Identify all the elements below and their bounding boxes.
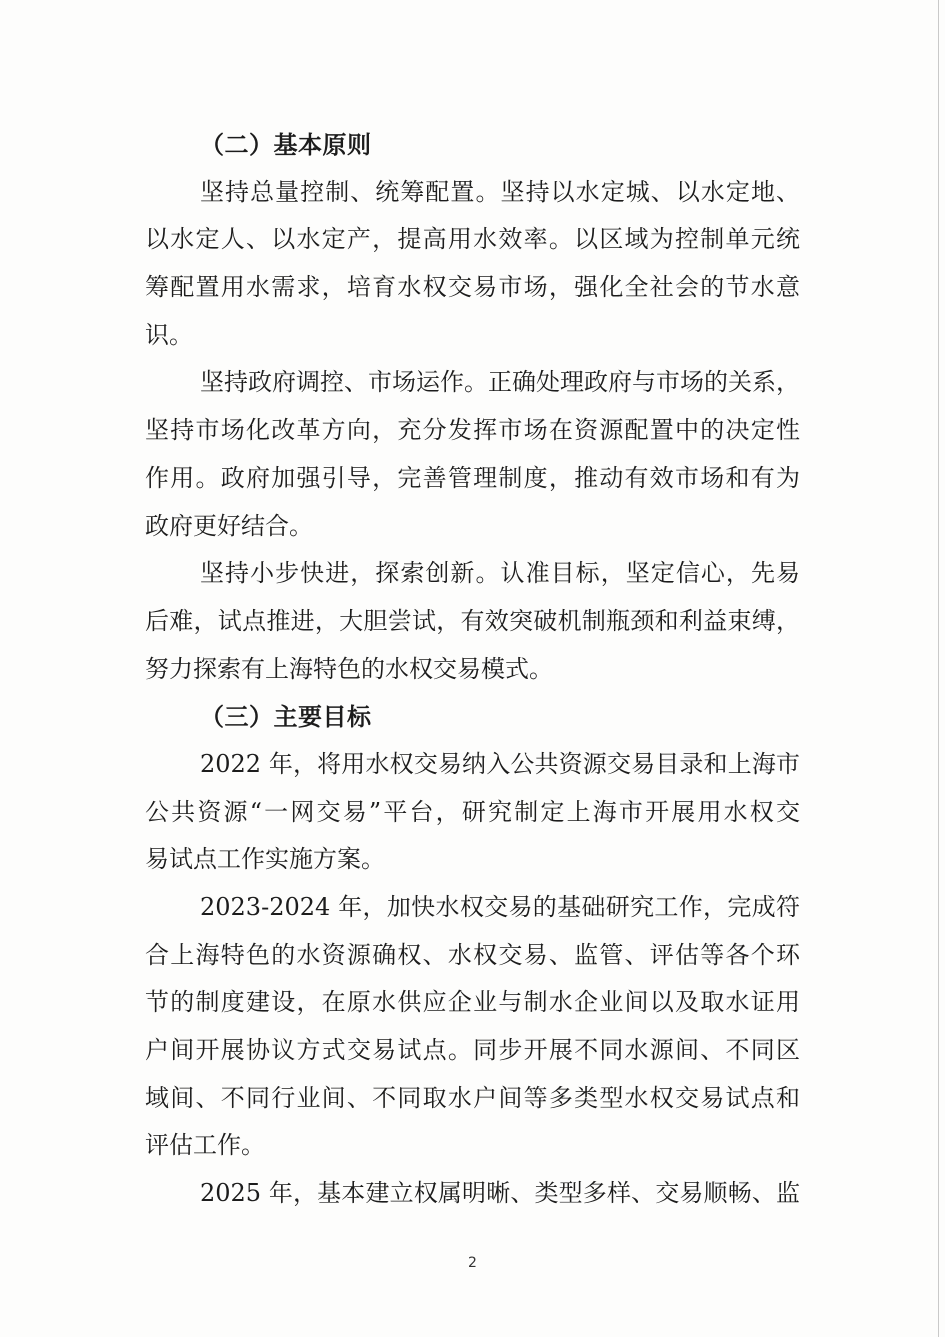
document-body [145,121,800,1218]
text-line: 识。 [145,320,193,349]
text-line: 以水定人、以水定产，提高用水效率。以区域为控制单元统 [145,225,800,254]
paragraph-goal-2022 [145,741,800,884]
text-line: 坚持市场化改革方向，充分发挥市场在资源配置中的决定性 [145,416,800,445]
text-line: 合上海特色的水资源确权、水权交易、监管、评估等各个环 [145,940,800,969]
page-number: 2 [468,1255,477,1271]
paragraph-goal-2023-2024 [145,884,800,1170]
text-line: 坚持政府调控、市场运作。正确处理政府与市场的关系， [200,368,800,397]
paragraph-total-control [145,169,800,360]
text-line: 后难，试点推进，大胆尝试，有效突破机制瓶颈和利益束缚， [145,606,800,635]
paragraph-small-steps [145,550,800,693]
paragraph-government-market [145,359,800,550]
scan-edge-line [938,0,939,1337]
text-line: 政府更好结合。 [145,511,313,540]
text-line: 节的制度建设，在原水供应企业与制水企业间以及取水证用 [145,988,800,1017]
text-line: 评估工作。 [145,1131,265,1160]
text-line: 作用。政府加强引导，完善管理制度，推动有效市场和有为 [145,463,800,492]
text-line: 2025 年，基本建立权属明晰、类型多样、交易顺畅、监 [200,1179,800,1208]
text-line: 易试点工作实施方案。 [145,845,385,874]
paragraph-goal-2025 [145,1170,800,1218]
section-heading-basic-principles: （二）基本原则 [200,130,372,159]
text-line: 筹配置用水需求，培育水权交易市场，强化全社会的节水意 [145,273,800,302]
text-line: 公共资源“一网交易”平台，研究制定上海市开展用水权交 [145,797,800,826]
text-line: 户间开展协议方式交易试点。同步开展不同水源间、不同区 [145,1036,800,1065]
text-line: 2023-2024 年，加快水权交易的基础研究工作，完成符 [200,893,800,921]
text-line: 坚持总量控制、统筹配置。坚持以水定城、以水定地、 [200,177,800,206]
text-line: 2022 年，将用水权交易纳入公共资源交易目录和上海市 [200,749,800,778]
text-line: 努力探索有上海特色的水权交易模式。 [145,654,553,683]
text-line: 坚持小步快进，探索创新。认准目标，坚定信心，先易 [200,559,800,588]
text-line: 域间、不同行业间、不同取水户间等多类型水权交易试点和 [145,1083,800,1112]
section-heading-main-goals: （三）主要目标 [200,702,372,732]
